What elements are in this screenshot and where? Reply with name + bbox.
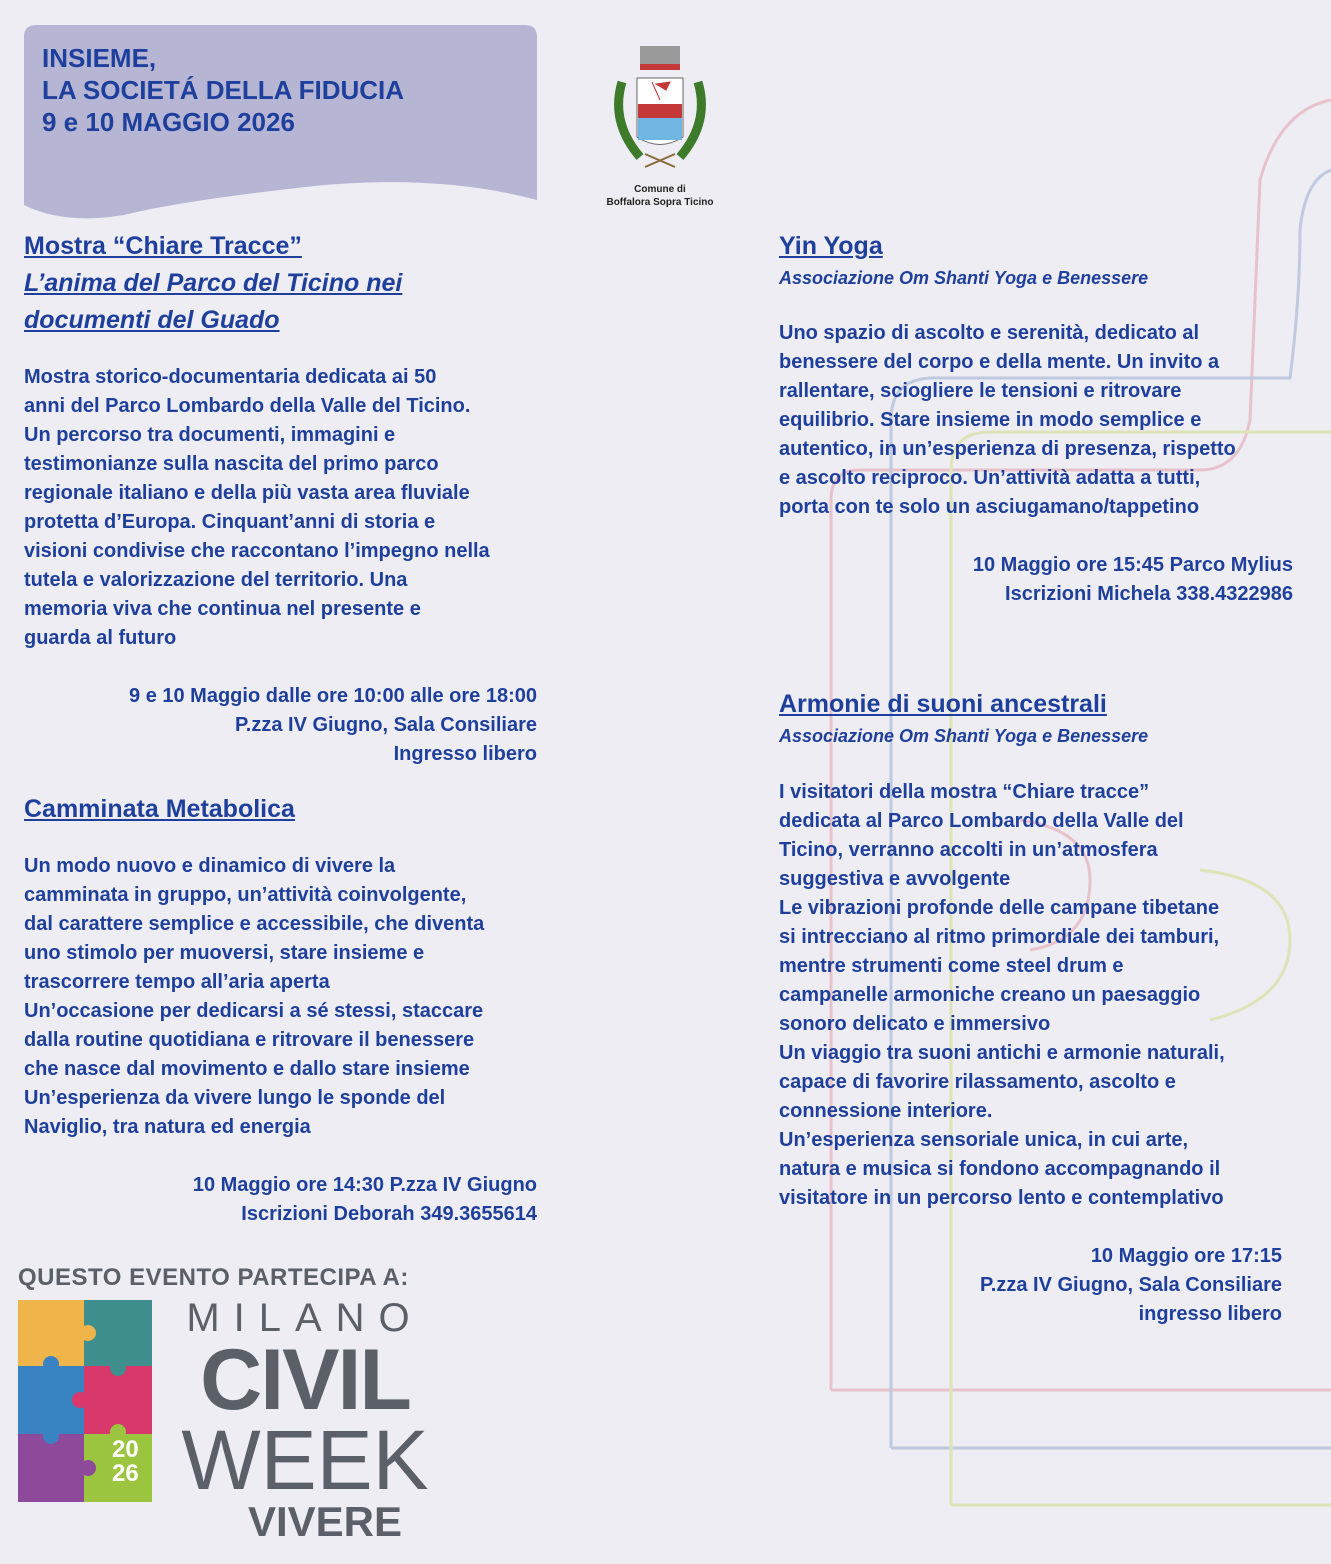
text-line: Un’occasione per dedicarsi a sé stessi, staccare (24, 1000, 484, 1022)
text-line: equilibrio. Stare insieme in modo semplice e (779, 409, 1202, 431)
event-title: Armonie di suoni ancestrali (779, 690, 1107, 718)
event-organizer: Associazione Om Shanti Yoga e Benessere (779, 726, 1149, 746)
text-line: campanelle armoniche creano un paesaggio (779, 984, 1201, 1006)
text-line: guarda al futuro (24, 627, 177, 649)
event-description (24, 363, 490, 653)
text-line: Iscrizioni Deborah 349.3655614 (241, 1203, 537, 1225)
text-line: ingresso libero (1138, 1303, 1282, 1325)
text-line: Un modo nuovo e dinamico di vivere la (24, 855, 396, 877)
logo-week: WEEK (181, 1413, 429, 1507)
text-line: 10 Maggio ore 15:45 Parco Mylius (972, 554, 1293, 576)
event-details (193, 1171, 537, 1229)
text-line: anni del Parco Lombardo della Valle del Ticino. (24, 395, 471, 417)
logo-year-bottom: 26 (112, 1460, 139, 1487)
text-line: tutela e valorizzazione del territorio. Una (24, 569, 408, 591)
event-details (980, 1242, 1282, 1329)
event-subtitle: documenti del Guado (24, 306, 280, 334)
text-line: che nasce dal movimento e dallo stare insieme (24, 1058, 470, 1080)
text-line: P.zza IV Giugno, Sala Consiliare (235, 714, 537, 736)
event-title: Mostra “Chiare Tracce” (24, 232, 302, 260)
text-line: 9 e 10 Maggio dalle ore 10:00 alle ore 18:00 (129, 685, 537, 707)
text-line: Un’esperienza sensoriale unica, in cui arte, (779, 1129, 1189, 1151)
text-line: Un percorso tra documenti, immagini e (24, 424, 396, 446)
text-line: dal carattere semplice e accessibile, che diventa (24, 913, 485, 935)
text-line: uno stimolo per muoversi, stare insieme e (24, 942, 425, 964)
text-line: Mostra storico-documentaria dedicata ai 50 (24, 366, 437, 388)
crest-caption: Boffalora Sopra Ticino (606, 197, 714, 208)
text-line: e ascolto reciproco. Un’attività adatta a tutti, (779, 467, 1201, 489)
text-line: regionale italiano e della più vasta area fluviale (24, 482, 470, 504)
text-line: testimonianze sulla nascita del primo parco (24, 453, 439, 475)
text-line: 10 Maggio ore 17:15 (1090, 1245, 1282, 1267)
event-details (129, 682, 537, 769)
header-title (42, 40, 404, 140)
text-line: autentico, in un’esperienza di presenza, rispetto (779, 438, 1236, 460)
event-title: Yin Yoga (779, 232, 883, 260)
text-line: rallentare, sciogliere le tensioni e ritrovare (779, 380, 1182, 402)
text-line: Naviglio, tra natura ed energia (24, 1116, 311, 1138)
text-line: visioni condivise che raccontano l’impegno nella (24, 540, 490, 562)
crest-icon (600, 42, 720, 172)
logo-year (112, 1438, 139, 1486)
header-line: 9 e 10 MAGGIO 2026 (42, 107, 295, 137)
text-line: natura e musica si fondono accompagnando il (779, 1158, 1221, 1180)
logo-year-top: 20 (112, 1436, 139, 1463)
text-line: suggestiva e avvolgente (779, 868, 1011, 890)
civil-week-wordmark (170, 1296, 440, 1544)
text-line: P.zza IV Giugno, Sala Consiliare (980, 1274, 1282, 1296)
text-line: porta con te solo un asciugamano/tappetino (779, 496, 1200, 518)
text-line: si intrecciano al ritmo primordiale dei tamburi, (779, 926, 1220, 948)
text-line: dedicata al Parco Lombardo della Valle del (779, 810, 1184, 832)
event-description (24, 852, 484, 1142)
crest-caption: Comune di (634, 184, 686, 195)
event-description (779, 319, 1236, 522)
event-subtitle: L’anima del Parco del Ticino nei (24, 269, 403, 297)
civil-week-heading: QUESTO EVENTO PARTECIPA A: (18, 1264, 409, 1291)
event-description (779, 778, 1225, 1213)
logo-civil: CIVIL (200, 1332, 410, 1428)
event-mostra (24, 228, 402, 339)
text-line: Iscrizioni Michela 338.4322986 (1005, 583, 1293, 605)
text-line: protetta d’Europa. Cinquant’anni di storia e (24, 511, 436, 533)
text-line: 10 Maggio ore 14:30 P.zza IV Giugno (192, 1174, 537, 1196)
event-organizer: Associazione Om Shanti Yoga e Benessere (779, 268, 1149, 288)
text-line: Un viaggio tra suoni antichi e armonie naturali, (779, 1042, 1225, 1064)
logo-vivere: VIVERE (247, 1498, 403, 1545)
text-line: mentre strumenti come steel drum e (779, 955, 1124, 977)
text-line: trascorrere tempo all’aria aperta (24, 971, 330, 993)
municipality-crest (600, 42, 720, 209)
text-line: connessione interiore. (779, 1100, 993, 1122)
text-line: memoria viva che continua nel presente e (24, 598, 421, 620)
text-line: visitatore in un percorso lento e contemplativo (779, 1187, 1224, 1209)
event-details (973, 551, 1293, 609)
text-line: Ingresso libero (393, 743, 537, 765)
text-line: dalla routine quotidiana e ritrovare il benessere (24, 1029, 475, 1051)
header-line: LA SOCIETÁ DELLA FIDUCIA (42, 75, 405, 105)
text-line: capace di favorire rilassamento, ascolto e (779, 1071, 1176, 1093)
text-line: I visitatori della mostra “Chiare tracce” (779, 781, 1150, 803)
text-line: sonoro delicato e immersivo (779, 1013, 1051, 1035)
logo-milano: MILANO (186, 1296, 424, 1340)
text-line: Uno spazio di ascolto e serenità, dedicato al (779, 322, 1200, 344)
event-title: Camminata Metabolica (24, 795, 295, 823)
text-line: camminata in gruppo, un’attività coinvolgente, (24, 884, 467, 906)
text-line: Ticino, verranno accolti in un’atmosfera (779, 839, 1158, 861)
text-line: benessere del corpo e della mente. Un invito a (779, 351, 1220, 373)
text-line: Un’esperienza da vivere lungo le sponde del (24, 1087, 446, 1109)
text-line: Le vibrazioni profonde delle campane tibetane (779, 897, 1220, 919)
header-line: INSIEME, (42, 43, 157, 73)
